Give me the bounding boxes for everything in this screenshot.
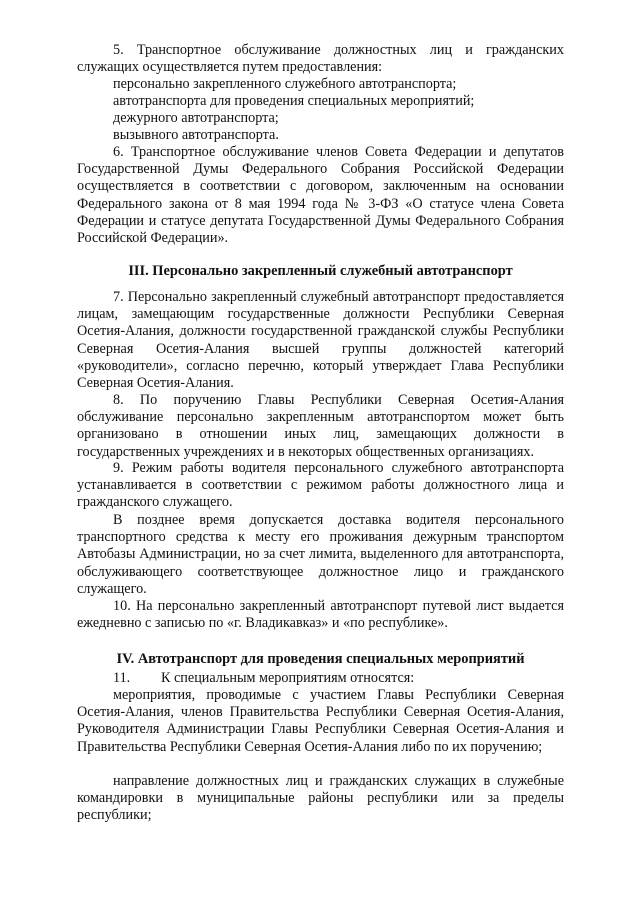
paragraph-11-number: 11.	[113, 670, 131, 686]
paragraph-11a: мероприятия, проводимые с участием Главы Республики Северная Осетия-Алания, членов Правительства Республики Северная Осетия-Алания, Руководителя Администрации Главы Республики Северная Осетия-Алания и Правительства Республики Северная Осетия-Алания либо по их поручению;	[77, 687, 564, 755]
paragraph-9b: В позднее время допускается доставка водителя персонального транспортного средства к месту его проживания дежурным транспортом Автобазы Администрации, но за счет лимита, выделенного для автотранспорта, обслуживающего соответствующее должностное лицо и гражданского служащего.	[77, 512, 564, 597]
paragraph-9: 9. Режим работы водителя персонального служебного автотранспорта устанавливается в соответствии с режимом работы должностного лица и гражданского служащего.	[77, 460, 564, 511]
section-heading-4: IV. Автотранспорт для проведения специальных мероприятий	[116, 651, 525, 667]
list-item: персонально закрепленного служебного автотранспорта;	[113, 76, 457, 92]
paragraph-11b: направление должностных лиц и гражданских служащих в служебные командировки в муниципальные районы республики или за пределы республики;	[77, 773, 564, 824]
paragraph-6: 6. Транспортное обслуживание членов Совета Федерации и депутатов Государственной Думы Федерального Собрания Российской Федерации осуществляется в соответствии с договором, заключенным на основании Федерального закона от 8 мая 1994 года № 3-ФЗ «О статусе члена Совета Федерации и статусе депутата Государственной Думы Федерального Собрания Российской Федерации».	[77, 144, 564, 247]
paragraph-10: 10. На персонально закрепленный автотранспорт путевой лист выдается ежедневно с записью по «г. Владикавказ» и «по республике».	[77, 598, 564, 632]
paragraph-5: 5. Транспортное обслуживание должностных лиц и гражданских служащих осуществляется путем предоставления:	[77, 42, 564, 76]
section-heading-3: III. Персонально закрепленный служебный автотранспорт	[128, 263, 513, 279]
paragraph-7: 7. Персонально закрепленный служебный автотранспорт предоставляется лицам, замещающим государственные должности Республики Северная Осетия-Алания, должности государственной гражданской службы Республики Северная Осетия-Алания высшей группы должностей категорий «руководители», согласно перечню, который утверждает Глава Республики Северная Осетия-Алания.	[77, 289, 564, 392]
list-item: дежурного автотранспорта;	[113, 110, 279, 126]
list-item: вызывного автотранспорта.	[113, 127, 279, 143]
paragraph-8: 8. По поручению Главы Республики Северная Осетия-Алания обслуживание персонально закрепленным автотранспортом может быть организовано в отношении иных лиц, замещающих должности в государственных учреждениях и в некоторых общественных организациях.	[77, 392, 564, 460]
paragraph-11-text: К специальным мероприятиям относятся:	[161, 670, 415, 686]
list-item: автотранспорта для проведения специальных мероприятий;	[113, 93, 475, 109]
